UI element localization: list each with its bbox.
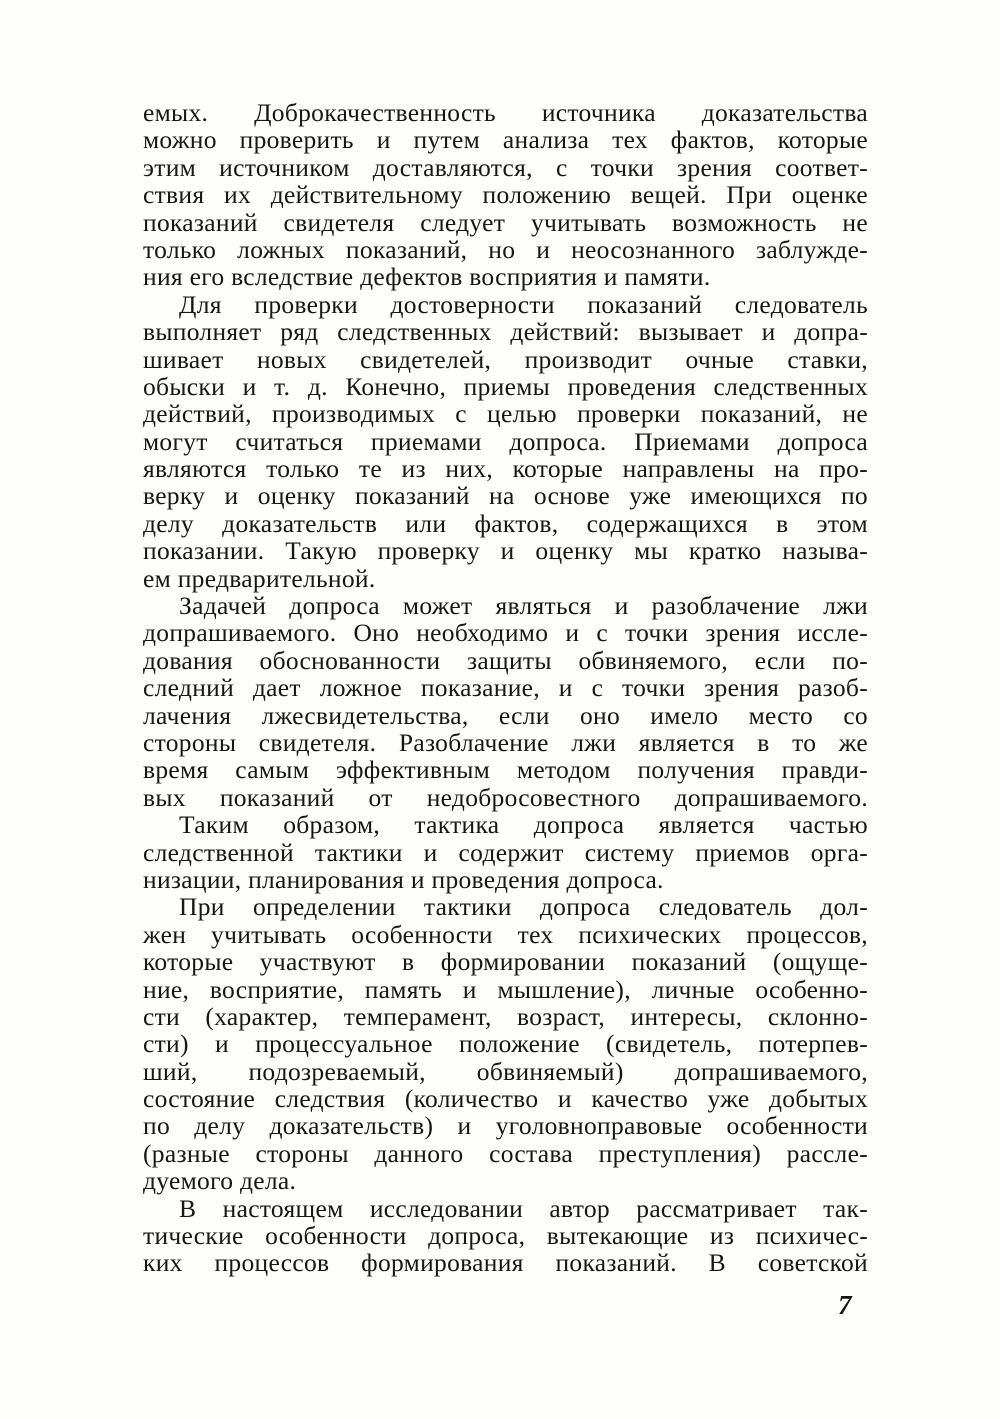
text-line: Таким образом, тактика допроса является частью <box>179 810 868 840</box>
text-line: действий, производимых с целью проверки показаний, не <box>143 399 868 429</box>
text-line: При определении тактики допроса следователь дол- <box>179 892 868 922</box>
text-line: Задачей допроса может являться и разоблачение лжи <box>179 591 868 621</box>
text-line: верку и оценку показаний на основе уже имеющихся по <box>143 481 868 511</box>
text-line: дования обоснованности защиты обвиняемого, если по- <box>143 645 868 675</box>
text-line: жен учитывать особенности тех психических процессов, <box>143 919 868 949</box>
text-line: по делу доказательств) и уголовноправовые особенности <box>143 1111 868 1141</box>
text-line: ший, подозреваемый, обвиняемый) допрашиваемого, <box>143 1056 868 1086</box>
text-line: дуемого дела. <box>143 1166 297 1196</box>
text-line: являются только те из них, которые направлены на про- <box>143 454 868 484</box>
text-line: стороны свидетеля. Разоблачение лжи является в то же <box>143 727 868 757</box>
text-line: ем предварительной. <box>143 563 376 593</box>
text-line: В настоящем исследовании автор рассматривает так- <box>179 1193 868 1223</box>
text-line: только ложных показаний, но и неосознанного заблужде- <box>143 234 868 264</box>
text-line: ких процессов формирования показаний. В советской <box>143 1248 868 1278</box>
text-line: могут считаться приемами допроса. Приемами допроса <box>143 426 868 456</box>
text-line: лачения лжесвидетельства, если оно имело место со <box>143 700 868 730</box>
text-line: (разные стороны данного состава преступления) рассле- <box>143 1138 868 1168</box>
text-line: показании. Такую проверку и оценку мы кратко называ- <box>143 536 868 566</box>
text-line: шивает новых свидетелей, производит очные ставки, <box>143 344 868 374</box>
text-line: ствия их действительному положению вещей. При оценке <box>143 180 868 210</box>
text-line: тические особенности допроса, вытекающие из психичес- <box>143 1221 868 1251</box>
text-line: которые участвуют в формировании показаний (ощуще- <box>143 947 868 977</box>
text-line: ние, восприятие, память и мышление), личные особенно- <box>143 974 868 1004</box>
body-text <box>143 99 868 1277</box>
text-line: сти) и процессуальное положение (свидетель, потерпев- <box>143 1029 868 1059</box>
text-line: емых. Доброкачественность источника доказательства <box>143 98 868 127</box>
text-line: ния его вследствие дефектов восприятия и памяти. <box>143 262 711 292</box>
text-line: можно проверить и путем анализа тех фактов, которые <box>143 125 868 155</box>
text-line: сти (характер, темперамент, возраст, интересы, склонно- <box>143 1001 868 1031</box>
text-line: допрашиваемого. Оно необходимо и с точки зрения иссле- <box>143 618 868 648</box>
text-line: вых показаний от недобросовестного допрашиваемого. <box>143 782 868 812</box>
text-line: выполняет ряд следственных действий: вызывает и допра- <box>143 317 868 347</box>
text-line: следний дает ложное показание, и с точки зрения разоб- <box>143 673 868 703</box>
text-line: следственной тактики и содержит систему приемов орга- <box>143 837 868 867</box>
text-line: низации, планирования и проведения допроса. <box>143 864 664 894</box>
text-line: обыски и т. д. Конечно, приемы проведения следственных <box>143 371 868 401</box>
text-line: время самым эффективным методом получения правди- <box>143 755 868 785</box>
text-line: этим источником доставляются, с точки зрения соответ- <box>143 152 868 182</box>
text-line: состояние следствия (количество и качество уже добытых <box>143 1084 868 1114</box>
page-number: 7 <box>838 1290 852 1320</box>
text-line: делу доказательств или фактов, содержащихся в этом <box>143 508 868 538</box>
text-line: Для проверки достоверности показаний следователь <box>179 289 868 319</box>
text-line: показаний свидетеля следует учитывать возможность не <box>143 207 868 237</box>
